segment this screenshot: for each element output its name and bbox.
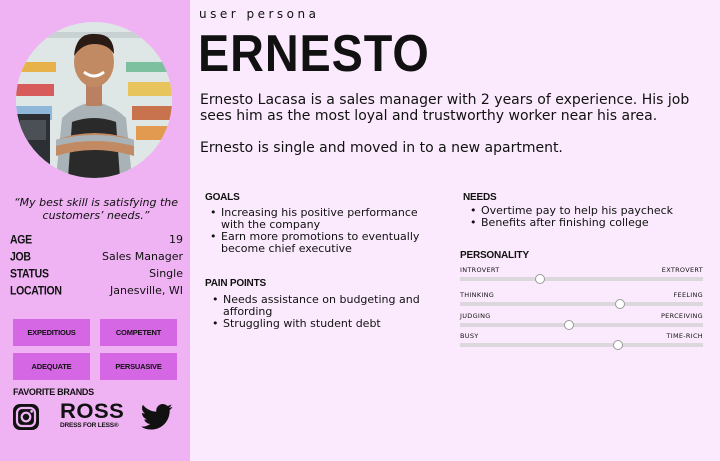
slider-right-label: EXTROVERT [661, 266, 703, 274]
list-item: • Increasing his positive performance with the company [206, 207, 442, 231]
slider-track [460, 302, 703, 306]
fact-value: Sales Manager [102, 250, 183, 263]
list-item: • Benefits after finishing college [466, 217, 710, 229]
slider-thumb [615, 299, 625, 309]
slider-track [460, 323, 703, 327]
fact-label: AGE [10, 232, 32, 247]
list-item: • Struggling with student debt [208, 318, 428, 330]
slider-left-label: THINKING [460, 291, 495, 299]
trait-chip: EXPEDITIOUS [13, 319, 90, 346]
list-item: • Overtime pay to help his paycheck [466, 205, 710, 217]
avatar-photo [16, 22, 172, 178]
trait-chip: COMPETENT [100, 319, 177, 346]
ross-logo-name: ROSS [60, 399, 125, 423]
slider-track [460, 343, 703, 347]
slider-track [460, 277, 703, 281]
personality-title: PERSONALITY [460, 250, 529, 261]
bio-paragraph: Ernesto Lacasa is a sales manager with 2 years of experience. His job sees him as the most loyal and trustworthy worker near his area. [200, 92, 690, 124]
slider-thumb [613, 340, 623, 350]
goals-title: GOALS [205, 192, 240, 203]
goals-list [206, 207, 442, 255]
persona-quote: “My best skill is satisfying the customers’ needs.” [13, 196, 179, 222]
fact-age [10, 231, 183, 248]
persona-name: ERNESTO [198, 25, 430, 83]
slider-right-label: FEELING [673, 291, 703, 299]
personality-slider [460, 266, 703, 286]
fact-label: LOCATION [10, 283, 62, 298]
favorite-brands-title: FAVORITE BRANDS [13, 387, 94, 397]
fact-value: 19 [169, 233, 183, 246]
fact-status [10, 265, 183, 282]
personality-slider [460, 332, 703, 352]
fact-value: Single [149, 267, 183, 280]
slider-right-label: TIME-RICH [666, 332, 703, 340]
bio-paragraph: Ernesto is single and moved in to a new apartment. [200, 140, 563, 156]
fact-value: Janesville, WI [109, 284, 183, 297]
trait-chip: ADEQUATE [13, 353, 90, 380]
twitter-icon [141, 403, 173, 431]
pain-points-list [208, 294, 428, 330]
ross-logo [60, 399, 128, 432]
fact-job [10, 248, 183, 265]
list-item: • Earn more promotions to eventually become chief executive [206, 231, 442, 255]
instagram-icon [12, 403, 40, 431]
slider-left-label: BUSY [460, 332, 479, 340]
profile-sidebar [0, 0, 190, 461]
trait-chips [13, 319, 178, 380]
fact-location [10, 282, 183, 299]
persona-eyebrow: user persona [199, 7, 320, 21]
trait-chip: PERSUASIVE [100, 353, 177, 380]
needs-list [466, 205, 710, 229]
slider-right-label: PERCEIVING [660, 312, 703, 320]
pain-points-title: PAIN POINTS [205, 278, 266, 289]
personality-slider [460, 312, 703, 332]
slider-left-label: JUDGING [460, 312, 491, 320]
persona-facts [10, 231, 183, 299]
slider-thumb [564, 320, 574, 330]
slider-left-label: INTROVERT [460, 266, 500, 274]
needs-title: NEEDS [463, 192, 497, 203]
fact-label: JOB [10, 249, 31, 264]
ross-logo-tagline: DRESS FOR LESS® [60, 422, 119, 429]
slider-thumb [535, 274, 545, 284]
personality-slider [460, 291, 703, 311]
list-item: • Needs assistance on budgeting and affording [208, 294, 428, 318]
fact-label: STATUS [10, 266, 49, 281]
